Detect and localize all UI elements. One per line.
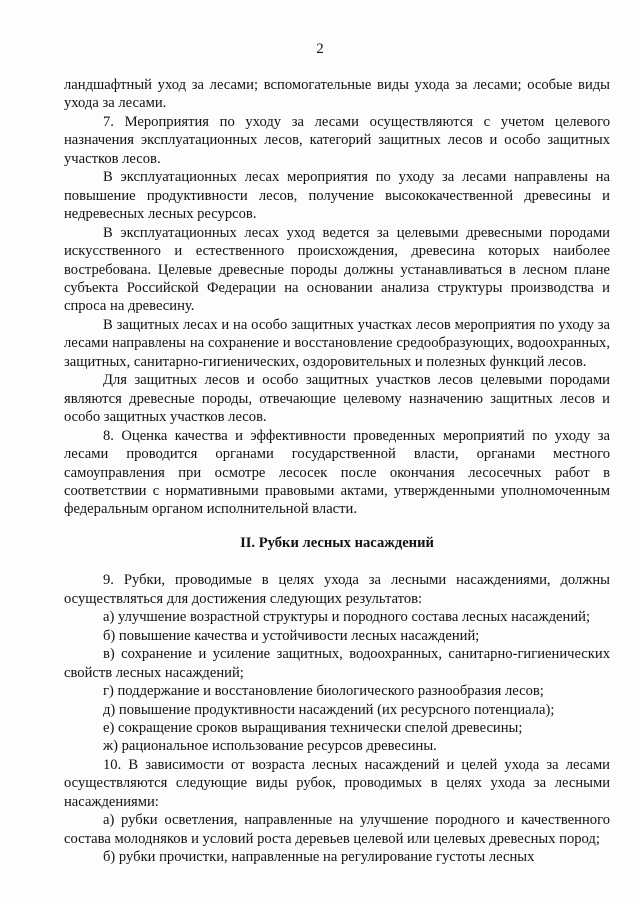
section-heading: II. Рубки лесных насаждений [240, 534, 434, 551]
paragraph: 10. В зависимости от возраста лесных насаждений и целей ухода за лесами осуществляются следующие виды рубок, проводимых в целях ухода за лесными насаждениями: [64, 756, 610, 810]
paragraph: Для защитных лесов и особо защитных участков лесов целевыми породами являются древесные породы, отвечающие целевому назначению защитных лесов и особо защитных участков лесов. [64, 372, 610, 426]
paragraph: 9. Рубки, проводимые в целях ухода за лесными насаждениями, должны осуществляться для достижения следующих результатов: [64, 572, 610, 607]
list-item: а) улучшение возрастной структуры и породного состава лесных насаждений; [103, 609, 590, 626]
list-item: ж) рациональное использование ресурсов древесины. [103, 738, 437, 755]
list-item: б) рубки прочистки, направленные на регулирование густоты лесных [103, 849, 535, 866]
paragraph: ландшафтный уход за лесами; вспомогательные виды ухода за лесами; особые виды ухода за лесами. [64, 77, 610, 112]
page-number: 2 [316, 41, 324, 57]
paragraph: 8. Оценка качества и эффективности проведенных мероприятий по уходу за лесами проводится органами государственной власти, органами местного самоуправления при осмотре лесосек после окончания лесосечных работ в соответствии с нормативными правовыми актами, утвержденными уполномоченным федеральным органом исполнительной власти. [64, 427, 610, 518]
list-item: а) рубки осветления, направленные на улучшение породного и качественного состава молодняков и условий роста деревьев целевой или целевых древесных пород; [64, 812, 610, 847]
paragraph: 7. Мероприятия по уходу за лесами осуществляются с учетом целевого назначения эксплуатационных лесов, категорий защитных лесов и особо защитных участков лесов. [64, 113, 610, 167]
list-item: е) сокращение сроков выращивания технически спелой древесины; [103, 719, 523, 736]
list-item: г) поддержание и восстановление биологического разнообразия лесов; [103, 683, 544, 700]
paragraph: В эксплуатационных лесах мероприятия по уходу за лесами направлены на повышение продуктивности лесов, получение высококачественной древесины и недревесных лесных ресурсов. [64, 169, 610, 223]
document-body [64, 76, 610, 867]
paragraph: В защитных лесах и на особо защитных участках лесов мероприятия по уходу за лесами направлены на сохранение и восстановление средообразующих, водоохранных, защитных, санитарно-гигиенических, оздоровительных и полезных функций лесов. [64, 316, 610, 370]
list-item: в) сохранение и усиление защитных, водоохранных, санитарно-гигиенических свойств лесных насаждений; [64, 646, 610, 681]
list-item: б) повышение качества и устойчивости лесных насаждений; [103, 627, 480, 644]
paragraph: В эксплуатационных лесах уход ведется за целевыми древесными породами искусственного и естественного происхождения, древесина которых наиболее востребована. Целевые древесные породы должны устанавливаться в лесном плане субъекта Российской Федерации на основании анализа структуры производства и спроса на древесину. [64, 224, 610, 315]
list-item: д) повышение продуктивности насаждений (их ресурсного потенциала); [103, 701, 555, 718]
